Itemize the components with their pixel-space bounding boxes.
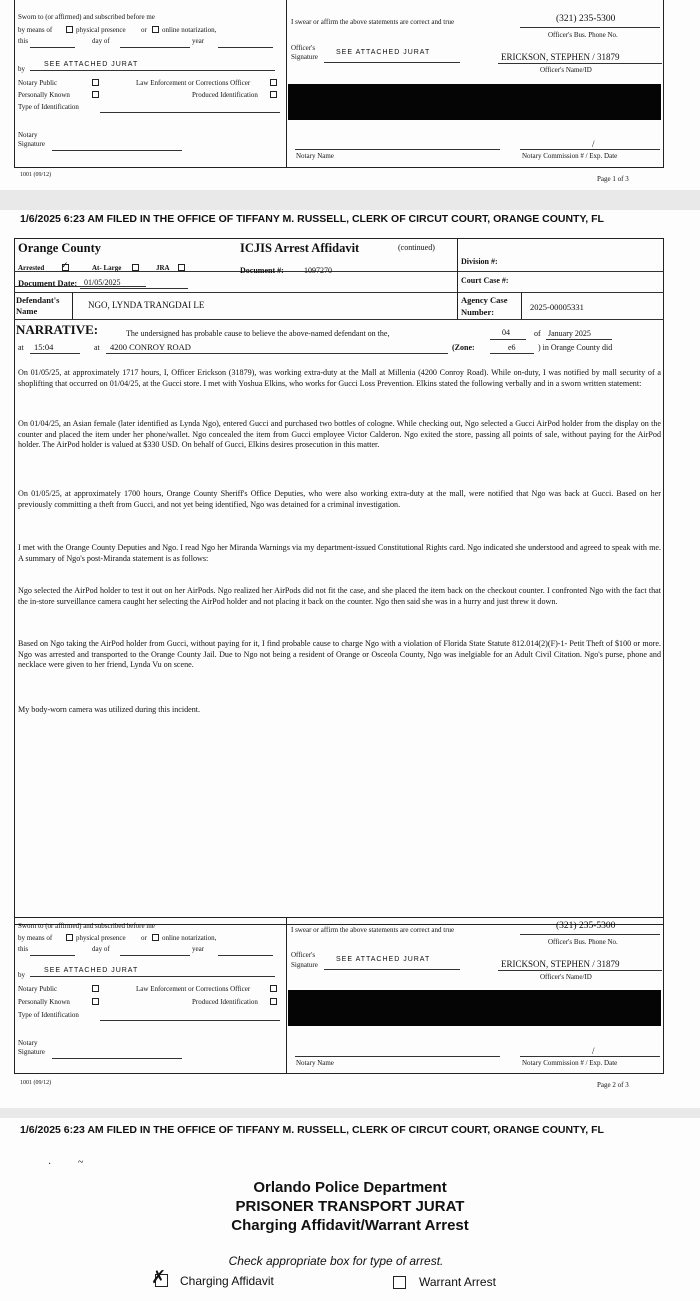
notary-public-checkbox[interactable] [92, 79, 99, 86]
defendant-name: NGO, LYNDA TRANGDAI LE [88, 300, 205, 310]
form-number: 1001 (09/12) [20, 172, 52, 178]
warrant-arrest-checkbox[interactable] [393, 1276, 406, 1289]
department-name: Orlando Police Department [253, 1179, 447, 1196]
warrant-arrest-label: Warrant Arrest [419, 1275, 496, 1289]
redacted-block [288, 990, 661, 1026]
narrative-paragraph-3: On 01/05/25, at approximately 1700 hours, Orange County Sheriff's Office Deputies, who were also working extra-duty at the mall, were notified that Ngo was back at Gucci. Based on her previously committing a theft from Gucci, and not yet being identified, Ngo was detained for a criminal investigation. [18, 489, 661, 509]
redacted-block [288, 84, 661, 120]
by-means-of: by means of [18, 26, 53, 34]
instruction-text: Check appropriate box for type of arrest. [228, 1254, 444, 1268]
narrative-paragraph-1: On 01/05/25, at approximately 1717 hours, I, Officer Erickson (31879), was working extra-duty at the Mall at Millenia (4200 Conroy Road). While on-duty, I was notified by mall security of a shoplifting that occurred on 01/04/25, at the Gucci store. I met with Yoshua Elkins, who works for Gucci Loss Prevention. Elkins stated the following verbally and in a sworn written statement: [18, 368, 661, 388]
narrative-paragraph-7: My body-worn camera was utilized during this incident. [18, 705, 201, 714]
officer-name: ERICKSON, STEPHEN / 31879 [501, 52, 620, 62]
page-number: Page 1 of 3 [597, 175, 629, 183]
produced-id-checkbox[interactable] [270, 91, 277, 98]
document-number: 1097270 [304, 266, 332, 275]
incident-time: 15:04 [34, 342, 54, 352]
online-notarization-checkbox[interactable] [152, 26, 159, 33]
physical-presence-checkbox[interactable] [66, 26, 73, 33]
physical-presence-checkbox[interactable] [66, 934, 73, 941]
officer-phone: (321) 235-5300 [556, 14, 616, 24]
online-notarization-checkbox[interactable] [152, 934, 159, 941]
jurat-subtitle: Charging Affidavit/Warrant Arrest [231, 1217, 469, 1234]
see-attached-jurat-officer: SEE ATTACHED JURAT [336, 49, 431, 56]
incident-location: 4200 CONROY ROAD [110, 342, 191, 352]
incident-month-year: January 2025 [548, 329, 591, 338]
check-mark-icon: ✗ [151, 1267, 167, 1287]
page-1: Sworn to (or affirmed) and subscribed before me by means of physical presence or online notarization, this day of year by SEE ATTACHED JURAT Notary Public Law Enforcement or Corrections Officer Personally Known Produced Identification Type of Identification Notary Signature I swear or affirm the above statements are correct and true (321) 235-5300 Officer's Bus. Phone No. Officer's Signature SEE ATTACHED JURAT ERICKSON, STEPHEN / 31879 Officer's Name/ID Notary Name / Notary Commission # / Exp. Date 1001 (09/12) Page 1 of 3 [0, 0, 700, 190]
page-2: 1/6/2025 6:23 AM FILED IN THE OFFICE OF TIFFANY M. RUSSELL, CLERK OF CIRCUT COURT, ORANGE COUNTY, FL Orange County ICJIS Arrest Affidavit (continued) Arrested ✓ At- Large JRA Division #: Document #: 1097270 Court Case #: Document Date: 01/05/2025 Defendant's Name NGO, LYNDA TRANGDAI LE Agency Case Number: 2025-00005331 NARRATIVE: The undersigned has probable cause to believe the above-named defendant on the, 04 of January 2025 at 15:04 at 4200 CONROY ROAD (Zone: e6 ) in Orange County did On 01/05/25, at approximately 1717 hours, I, Officer Erickson (31879), was working extra-duty at the Mall at Millenia (4200 Conroy Road). While on-duty, I was notified by mall security of a shoplifting that occurred on 01/04/25, at the Gucci store. I met with Yoshua Elkins, who works for Gucci Loss Prevention. Elkins stated the following verbally and in a sworn written statement: On 01/04/25, an Asian female (later identified as Lynda Ngo), entered Gucci and purchased two bottles of cologne. While checking out, Ngo selected a Gucci AirPod holder from the display on the counter and placed the item under her phone/wallet. Ngo concealed the item from Gucci employee Victor Calderon. Ngo exited the store, passing all points of sale, without paying for the AirPod holder. The AirPod holder is valued at $330 USD. On behalf of Gucci, Elkins desires prosecution in this matter. On 01/05/25, at approximately 1700 hours, Orange County Sheriff's Office Deputies, who were also working extra-duty at the mall, were notified that Ngo was back at Gucci. Based on her previously committing a theft from Gucci, and not yet being identified, Ngo was detained for a criminal investigation. I met with the Orange County Deputies and Ngo. I read Ngo her Miranda Warnings via my department-issued Constitutional Rights card. Ngo indicated she understood and agreed to speak with me. A summary of Ngo's post-Miranda statement is as follows: Ngo selected the AirPod holder to test it out on her AirPods. Ngo realized her AirPods did not fit the case, and she placed the item back on the checkout counter. I confronted Ngo with the fact that the in-store surveillance camera caught her selecting the AirPod holder and not placing it back on the counter. Ngo then said she was in a hurry and just threw it down. Based on Ngo taking the AirPod holder from Gucci, without paying for it, I find probable cause to charge Ngo with a violation of Florida State Statute 812.014(2)(F)-1- Petit Theft of $100 or more. Ngo was arrested and transported to the Orange County Jail. Due to Ngo not being a resident of Orange or Osceola County, Ngo was inelgiable for an Adult Civil Citation. Ngo's purse, phone and necklace were given to her friend, Lynda Vu on scene. My body-worn camera was utilized during this incident. Sworn to (or affirmed) and subscribed before me by means of physical presence or online notarization, this day of year by SEE ATTACHED JURAT Notary Public Law Enforcement or Corrections Officer Personally Known Produced Identification Type of Identification Notary Signature I swear or affirm the above statements are correct and true (321) 235-5300 Officer's Bus. Phone No. Officer's Signature SEE ATTACHED JURAT ERICKSON, STEPHEN / 31879 Officer's Name/ID Notary Name / Notary Commission # / Exp. Date 1001 (09/12) Page 2 of 3 [0, 210, 700, 1108]
charging-affidavit-label: Charging Affidavit [180, 1274, 274, 1288]
at-large-checkbox[interactable] [132, 264, 139, 271]
notary-public-checkbox[interactable] [92, 985, 99, 992]
narrative-paragraph-5: Ngo selected the AirPod holder to test it out on her AirPods. Ngo realized her AirPods did not fit the case, and she placed the item back on the checkout counter. I confronted Ngo with the fact that the in-store surveillance camera caught her selecting the AirPod holder and not placing it back on the counter. Ngo then said she was in a hurry and just threw it down. [18, 586, 661, 606]
page-number: Page 2 of 3 [597, 1081, 629, 1089]
narrative-heading: NARRATIVE: [16, 322, 99, 337]
law-enforcement-checkbox[interactable] [270, 985, 277, 992]
law-enforcement-checkbox[interactable] [270, 79, 277, 86]
sworn-text: Sworn to (or affirmed) and subscribed before me [18, 13, 155, 21]
narrative-paragraph-4: I met with the Orange County Deputies and Ngo. I read Ngo her Miranda Warnings via my department-issued Constitutional Rights card. Ngo indicated she understood and agreed to speak with me. A summary of Ngo's post-Miranda statement is as follows: [18, 543, 661, 563]
narrative-paragraph-6: Based on Ngo taking the AirPod holder from Gucci, without paying for it, I find probable cause to charge Ngo with a violation of Florida State Statute 812.014(2)(F)-1- Petit Theft of $100 or more. Ngo was arrested and transported to the Orange County Jail. Due to Ngo not being a resident of Orange or Osceola County, Ngo was inelgiable for an Adult Civil Citation. Ngo's purse, phone and necklace were given to her friend, Lynda Vu on scene. [18, 639, 661, 670]
see-attached-jurat-notary: SEE ATTACHED JURAT [44, 61, 139, 68]
jurat-title: PRISONER TRANSPORT JURAT [235, 1198, 465, 1215]
produced-id-checkbox[interactable] [270, 998, 277, 1005]
document-date: 01/05/2025 [84, 278, 121, 287]
jra-checkbox[interactable] [178, 264, 185, 271]
agency-case-number: 2025-00005331 [530, 302, 584, 312]
zone-value: e6 [508, 343, 516, 352]
filed-stamp: 1/6/2025 6:23 AM FILED IN THE OFFICE OF TIFFANY M. RUSSELL, CLERK OF CIRCUT COURT, ORANGE COUNTY, FL [20, 213, 604, 225]
personally-known-checkbox[interactable] [92, 998, 99, 1005]
county-heading: Orange County [18, 241, 101, 255]
form-title: ICJIS Arrest Affidavit [240, 241, 360, 255]
page-3: 1/6/2025 6:23 AM FILED IN THE OFFICE OF TIFFANY M. RUSSELL, CLERK OF CIRCUT COURT, ORANGE COUNTY, FL · ~ Orlando Police Department PRISONER TRANSPORT JURAT Charging Affidavit/Warrant Arrest Check appropriate box for type of arrest. ✗ Charging Affidavit Warrant Arrest [0, 1118, 700, 1301]
swear-text: I swear or affirm the above statements are correct and true [291, 18, 455, 26]
incident-day: 04 [502, 328, 510, 337]
filed-stamp: 1/6/2025 6:23 AM FILED IN THE OFFICE OF TIFFANY M. RUSSELL, CLERK OF CIRCUT COURT, ORANGE COUNTY, FL [20, 1124, 604, 1136]
personally-known-checkbox[interactable] [92, 91, 99, 98]
form-number: 1001 (09/12) [20, 1080, 52, 1086]
narrative-paragraph-2: On 01/04/25, an Asian female (later identified as Lynda Ngo), entered Gucci and purchased two bottles of cologne. While checking out, Ngo selected a Gucci AirPod holder from the display on the counter and placed the item under her phone/wallet. Ngo concealed the item from Gucci employee Victor Calderon. Ngo exited the store, passing all points of sale, without paying for the AirPod holder. The AirPod holder is valued at $330 USD. On behalf of Gucci, Elkins desires prosecution in this matter. [18, 419, 661, 450]
